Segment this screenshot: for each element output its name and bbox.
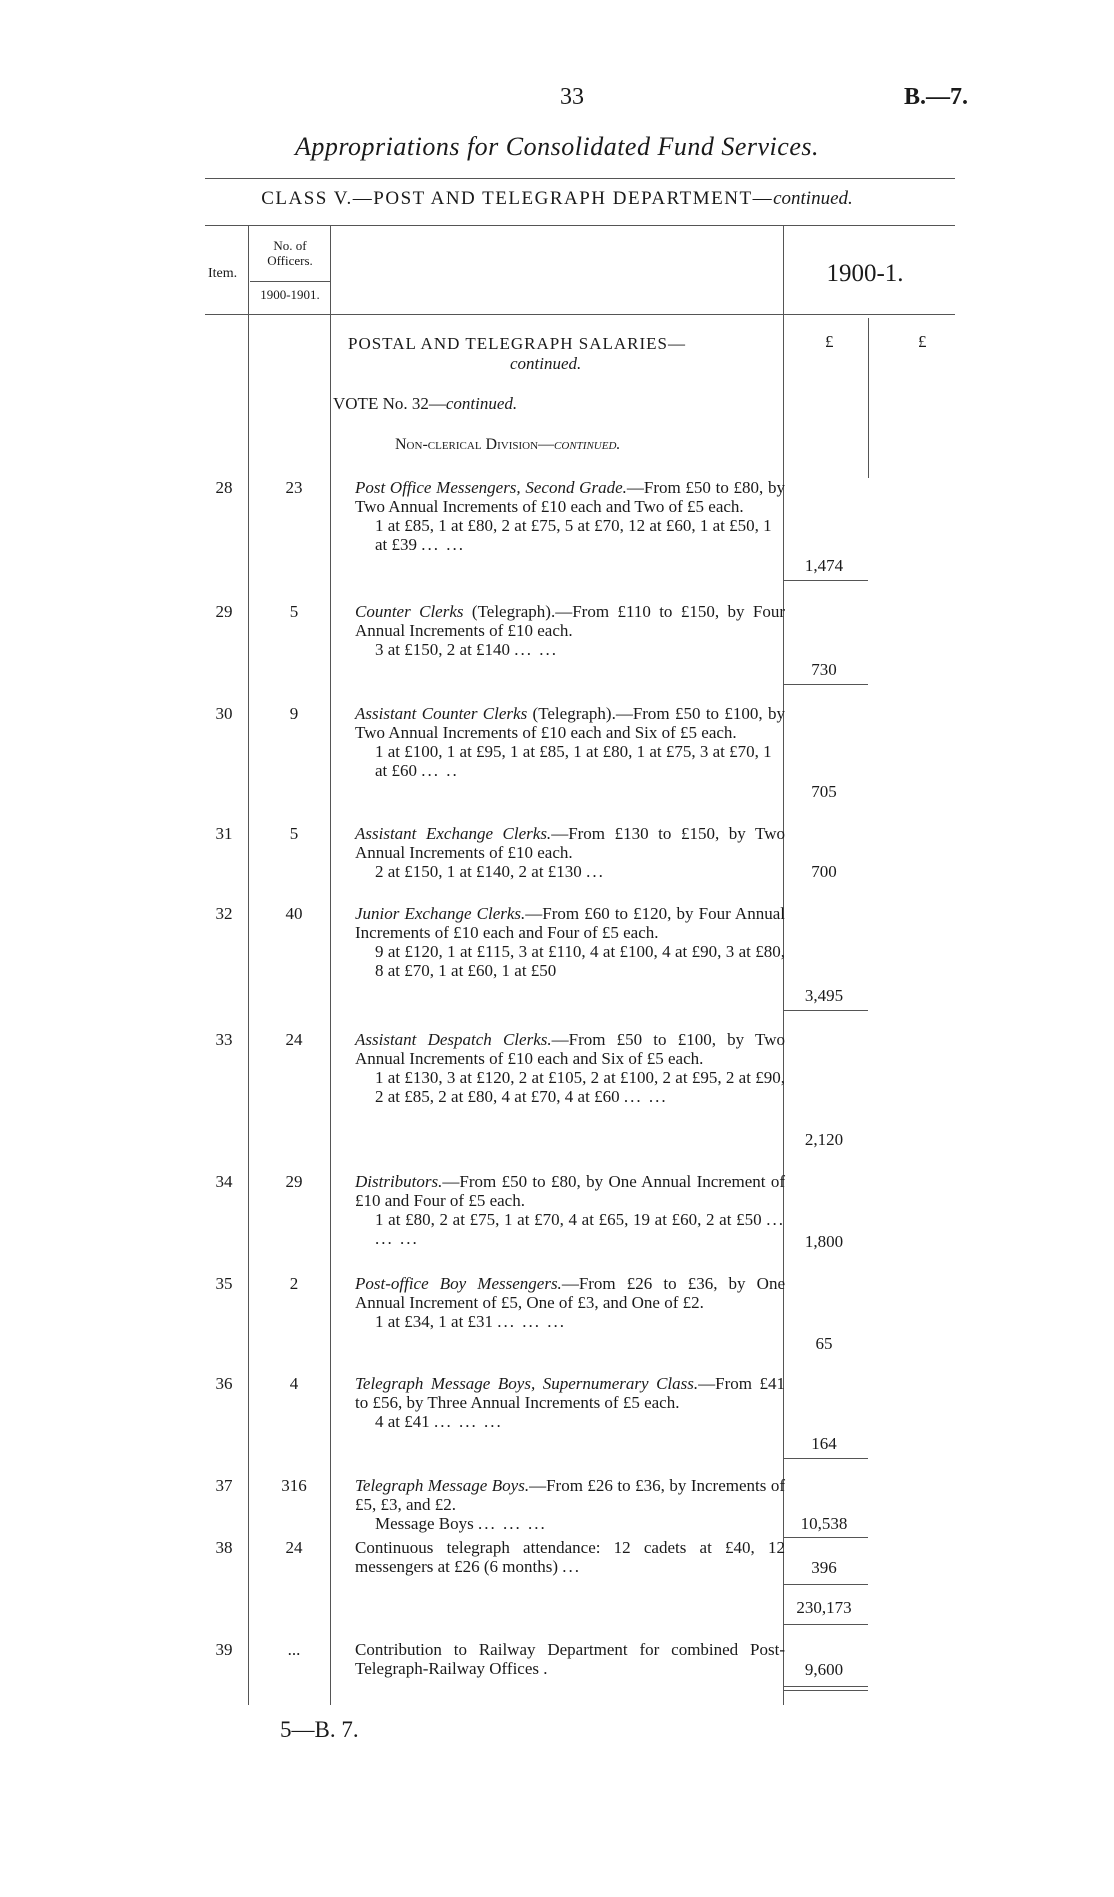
officer-count: 5: [289, 602, 299, 621]
item-title: Telegraph Message Boys.: [355, 1476, 530, 1495]
item-number: 31: [215, 824, 233, 843]
item-rates: 9 at £120, 1 at £115, 3 at £110, 4 at £100, 4 at £90, 3 at £80, 8 at £70, 1 at £60, 1 at £50: [375, 942, 785, 980]
page-number: 33: [560, 84, 584, 110]
leader-dots: ... ...: [623, 1087, 668, 1106]
item-amount: 2,120: [804, 1130, 844, 1149]
item-title: Post-office Boy Messengers.: [355, 1274, 562, 1293]
item-amount: 164: [811, 1434, 837, 1453]
vote-heading: [333, 394, 517, 414]
item-number: 32: [215, 904, 233, 923]
item-description: [355, 904, 785, 980]
item-rates: 3 at £150, 2 at £140: [375, 640, 511, 659]
officer-count: 23: [285, 478, 303, 497]
header-bottom-rule: [205, 314, 955, 315]
division-heading-text: Non-clerical Division—: [395, 436, 555, 453]
item-amount: 10,538: [800, 1514, 848, 1533]
amount-rule: [784, 580, 868, 581]
column-divider-amount-right: [868, 318, 869, 478]
item-title: Assistant Exchange Clerks.: [355, 824, 552, 843]
section-heading-continued: continued.: [510, 354, 582, 373]
item-rates: 1 at £80, 2 at £75, 1 at £70, 4 at £65, 19 at £60, 2 at £50: [375, 1210, 762, 1229]
item-number: 28: [215, 478, 233, 497]
leader-dots: ... ... ...: [375, 1210, 785, 1248]
item-number: 35: [215, 1274, 233, 1293]
officer-count: 4: [289, 1374, 299, 1393]
item-amount: 396: [811, 1558, 837, 1577]
item-description: [355, 1172, 785, 1248]
section-heading: POSTAL AND TELEGRAPH SALARIES—: [348, 334, 686, 353]
item-description: [355, 824, 785, 881]
class-heading-text: CLASS V.—POST AND TELEGRAPH DEPARTMENT—: [261, 188, 774, 209]
division-heading: [395, 436, 620, 454]
item-rates: 2 at £150, 1 at £140, 2 at £130: [375, 862, 582, 881]
vote-heading-continued: continued.: [445, 394, 518, 413]
amount-rule: [784, 1458, 868, 1459]
officer-count: 29: [285, 1172, 303, 1191]
item-description: [355, 602, 785, 659]
item-title: Junior Exchange Clerks.: [355, 904, 526, 923]
amount-double-rule: [784, 1690, 868, 1691]
item-text: —From £60 to £120, by Four Annual Increments of £10 each and Four of £5 each.: [355, 904, 785, 942]
page-footer-signature: 5—B. 7.: [280, 1717, 359, 1742]
subtotal-rule: [784, 1624, 868, 1625]
item-rates: Message Boys: [375, 1514, 474, 1533]
item-title: Post Office Messengers, Second Grade.: [355, 478, 627, 497]
item-rates: 1 at £34, 1 at £31: [375, 1312, 494, 1331]
leader-dots: ...: [586, 862, 605, 881]
officer-count: ...: [287, 1640, 301, 1659]
item-amount: 65: [815, 1334, 833, 1353]
item-text: —From £26 to £36, by One Annual Increment of £5, One of £3, and One of £2.: [355, 1274, 785, 1312]
amount-rule: [784, 1584, 868, 1585]
item-description: [355, 1538, 785, 1576]
item-description: [355, 1274, 785, 1331]
division-heading-continued: continued.: [554, 436, 621, 453]
item-column-header: Item.: [208, 266, 238, 281]
item-number: 30: [215, 704, 233, 723]
item-text: —From £50 to £80, by Two Annual Increments of £10 each and Two of £5 each.: [355, 478, 785, 516]
officers-column-header: No. of Officers.: [267, 238, 313, 268]
item-amount: 730: [811, 660, 837, 679]
item-title: Counter Clerks: [355, 602, 464, 621]
title-rule: [205, 178, 955, 179]
item-rates: 4 at £41: [375, 1412, 430, 1431]
column-divider-item: [248, 225, 249, 1705]
item-number: 38: [215, 1538, 233, 1557]
subtotal-amount: 230,173: [796, 1598, 852, 1617]
officers-year-header: 1900-1901.: [260, 287, 320, 302]
officer-count: 316: [281, 1476, 307, 1495]
item-description: [355, 1030, 785, 1106]
item-title: Telegraph Message Boys, Supernumerary Class.: [355, 1374, 699, 1393]
leader-dots: ... ... ...: [497, 1312, 567, 1331]
amount-rule: [784, 1686, 868, 1687]
amount-rule: [784, 1537, 868, 1538]
item-number: 36: [215, 1374, 233, 1393]
leader-dots: ... ... ...: [477, 1514, 547, 1533]
item-amount: 705: [811, 782, 837, 801]
item-number: 37: [215, 1476, 233, 1495]
item-description: [355, 478, 785, 554]
item-number: 39: [215, 1640, 233, 1659]
item-text: —From £41 to £56, by Three Annual Increments of £5 each.: [355, 1374, 785, 1412]
item-title: Distributors.: [355, 1172, 443, 1191]
item-amount: 3,495: [804, 986, 844, 1005]
item-description: [355, 704, 785, 780]
item-rates: 1 at £130, 3 at £120, 2 at £105, 2 at £100, 2 at £95, 2 at £90, 2 at £85, 2 at £80, 4 at £70, 4 at £60: [375, 1068, 785, 1106]
vote-heading-text: VOTE No. 32—: [333, 394, 446, 413]
leader-dots: .: [543, 1659, 550, 1678]
item-text: —From £130 to £150, by Two Annual Increments of £10 each.: [355, 824, 785, 862]
officer-count: 24: [285, 1538, 303, 1557]
officer-count: 40: [285, 904, 303, 923]
leader-dots: ...: [562, 1557, 582, 1576]
amount-rule: [784, 1010, 868, 1011]
item-number: 29: [215, 602, 233, 621]
item-text: (Telegraph).—From £110 to £150, by Four Annual Increments of £10 each.: [355, 602, 785, 640]
table-top-rule: [205, 225, 955, 226]
item-description: [355, 1374, 785, 1431]
item-title: Assistant Despatch Clerks.: [355, 1030, 552, 1049]
officer-count: 9: [289, 704, 299, 723]
officer-count: 2: [289, 1274, 299, 1293]
pound-sign-left: £: [825, 332, 834, 351]
item-rates: 1 at £100, 1 at £95, 1 at £85, 1 at £80, 1 at £75, 3 at £70, 1 at £60: [375, 742, 772, 780]
leader-dots: ... ...: [514, 640, 559, 659]
officer-count: 5: [289, 824, 299, 843]
column-divider-officers: [330, 225, 331, 1705]
item-description: [355, 1640, 785, 1678]
class-heading-suffix: continued.: [773, 188, 853, 209]
item-text: —From £50 to £80, by One Annual Increment of £10 and Four of £5 each.: [355, 1172, 785, 1210]
item-text: Continuous telegraph attendance: 12 cadets at £40, 12 messengers at £26 (6 months): [355, 1538, 785, 1576]
pound-sign-right: £: [918, 332, 927, 351]
leader-dots: ... ... ...: [434, 1412, 503, 1431]
item-amount: 9,600: [804, 1660, 844, 1679]
leader-dots: ... ...: [421, 535, 466, 554]
item-number: 34: [215, 1172, 233, 1191]
page-title: Appropriations for Consolidated Fund Services.: [295, 132, 819, 161]
item-number: 33: [215, 1030, 233, 1049]
item-rates: 1 at £85, 1 at £80, 2 at £75, 5 at £70, 12 at £60, 1 at £50, 1 at £39: [375, 516, 772, 554]
item-amount: 1,800: [804, 1232, 844, 1251]
item-amount: 1,474: [804, 556, 844, 575]
item-text: —From £26 to £36, by Increments of £5, £3, and £2.: [355, 1476, 785, 1514]
class-heading: [0, 188, 1114, 210]
officer-count: 24: [285, 1030, 303, 1049]
officers-header-rule: [250, 281, 330, 282]
amount-rule: [784, 684, 868, 685]
item-text: —From £50 to £100, by Two Annual Increments of £10 each and Six of £5 each.: [355, 1030, 785, 1068]
leader-dots: ... ..: [421, 761, 459, 780]
document-reference: B.—7.: [904, 84, 969, 110]
item-text: (Telegraph).—From £50 to £100, by Two Annual Increments of £10 each and Six of £5 each.: [355, 704, 785, 742]
item-description: [355, 1476, 785, 1533]
item-text: Contribution to Railway Department for combined Post-Telegraph-Railway Offices: [355, 1640, 785, 1678]
year-column-header: 1900-1.: [826, 260, 904, 287]
item-amount: 700: [811, 862, 837, 881]
item-title: Assistant Counter Clerks: [355, 704, 528, 723]
